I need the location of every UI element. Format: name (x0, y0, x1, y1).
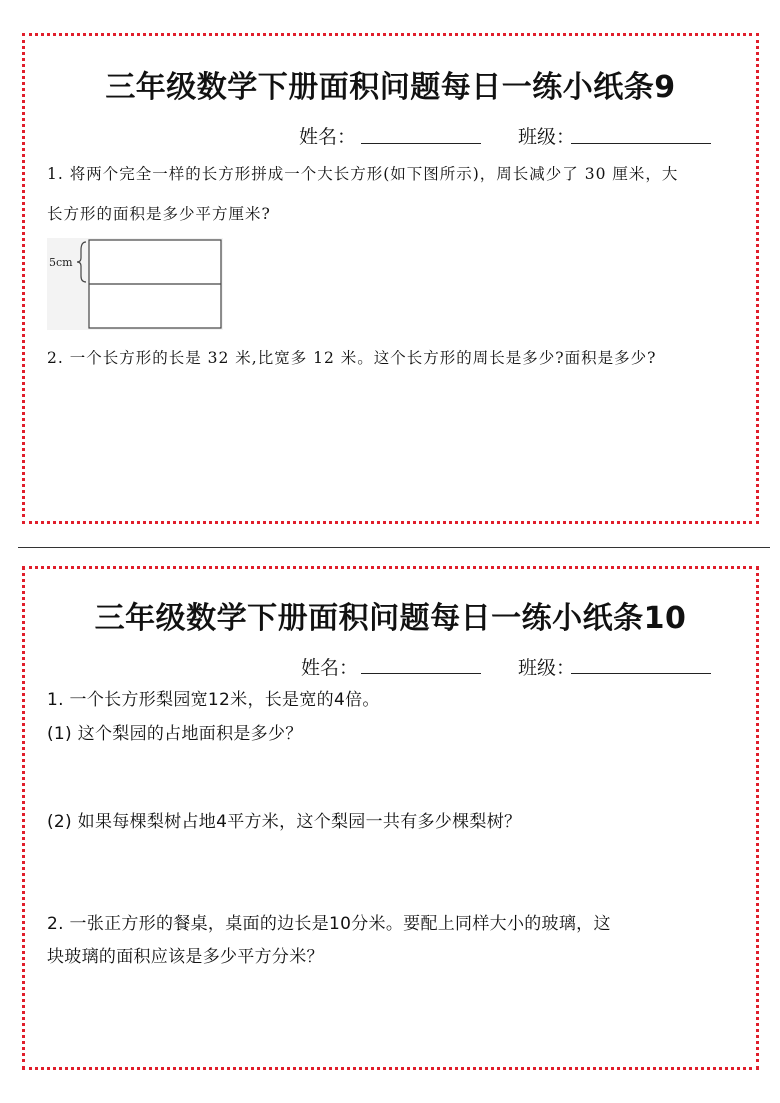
card-title: 三年级数学下册面积问题每日一练小纸条9 (105, 70, 676, 105)
name-label: 姓名： (301, 657, 359, 679)
class-blank[interactable] (571, 673, 711, 674)
name-blank[interactable] (361, 143, 481, 144)
class-label: 班级： (518, 657, 576, 679)
question-2-line-1: 2. 一张正方形的餐桌，桌面的边长是10分米。要配上同样大小的玻璃，这 (47, 914, 611, 934)
question-2: 2. 一个长方形的长是 32 米,比宽多 12 米。这个长方形的周长是多少?面积是多少? (47, 349, 657, 367)
question-1-line-2: 长方形的面积是多少平方厘米? (47, 205, 271, 223)
question-2-line-2: 块玻璃的面积应该是多少平方分米？ (47, 947, 324, 967)
rectangle-figure (47, 238, 223, 330)
stacked-rectangles-diagram (47, 238, 223, 330)
class-blank[interactable] (571, 143, 711, 144)
name-blank[interactable] (361, 673, 481, 674)
question-1: 1. 一个长方形梨园宽12米，长是宽的4倍。 (47, 690, 380, 710)
cut-line-divider (18, 547, 770, 548)
class-label: 班级： (518, 126, 576, 148)
worksheet-card-10 (22, 566, 759, 1070)
worksheet-card-9 (22, 33, 759, 524)
dimension-label: 5cm (49, 256, 73, 269)
question-1-part-2: (2) 如果每棵梨树占地4平方米，这个梨园一共有多少棵梨树？ (47, 812, 522, 832)
question-1-line-1: 1. 将两个完全一样的长方形拼成一个大长方形(如下图所示)，周长减少了 30 厘米，大 (47, 165, 679, 183)
brace-shape (77, 242, 86, 282)
question-1-part-1: (1) 这个梨园的占地面积是多少？ (47, 724, 303, 744)
card-title: 三年级数学下册面积问题每日一练小纸条10 (94, 601, 687, 636)
name-label: 姓名： (299, 126, 357, 148)
